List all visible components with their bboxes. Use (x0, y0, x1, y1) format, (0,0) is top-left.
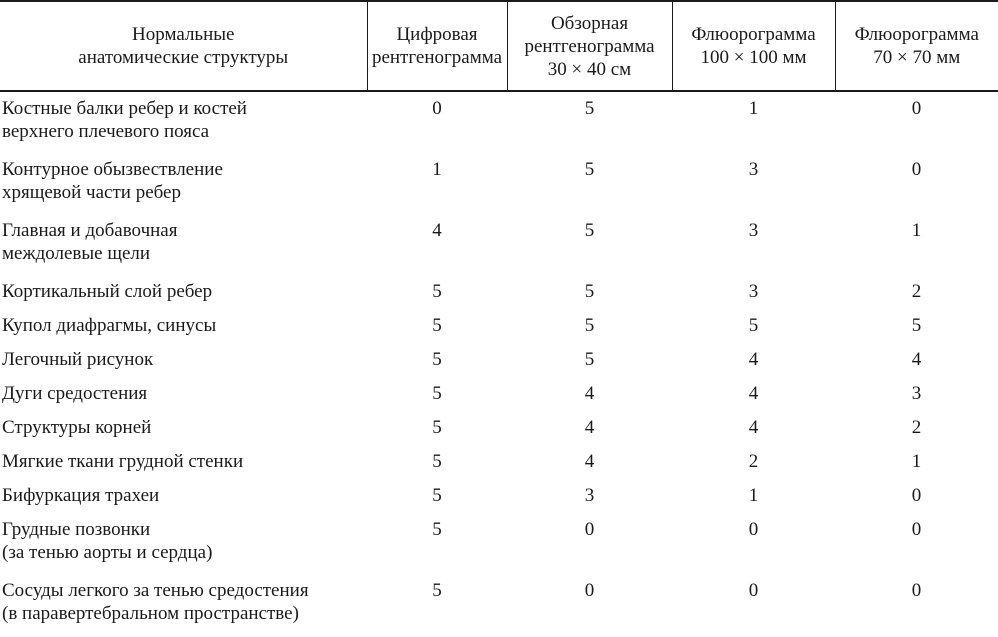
table-row (0, 515, 998, 576)
structure-name: Легочный рисунок (2, 349, 154, 370)
fluoro-70-value: 3 (911, 383, 922, 404)
structure-name: Структуры корней (2, 417, 152, 438)
survey-value: 3 (584, 485, 595, 506)
table-row (0, 481, 998, 515)
structure-name: Дуги средостения (2, 383, 148, 404)
structure-name: Кортикальный слой ребер (2, 281, 213, 302)
digital-value: 5 (432, 417, 442, 438)
structure-name: Грудные позвонки (за тенью аорты и сердца) (2, 519, 213, 563)
fluoro-100-value: 3 (748, 220, 759, 241)
structure-name: Главная и добавочная междолевые щели (2, 220, 178, 264)
table-header (0, 1, 998, 91)
digital-value: 1 (432, 159, 442, 180)
digital-value: 5 (432, 383, 442, 404)
survey-value: 5 (584, 281, 595, 302)
fluoro-100-value: 3 (748, 159, 759, 180)
fluoro-70-value: 1 (911, 451, 922, 472)
digital-value: 5 (432, 281, 442, 302)
table-row (0, 311, 998, 345)
table-row (0, 379, 998, 413)
fluoro-100-value: 2 (748, 451, 759, 472)
survey-value: 5 (584, 315, 595, 336)
fluoro-100-value: 1 (748, 98, 759, 119)
header-structures: Нормальные анатомические структуры (0, 1, 367, 91)
fluoro-70-value: 2 (911, 417, 922, 438)
fluoro-100-value: 0 (748, 519, 759, 540)
fluoro-100-value: 3 (748, 281, 759, 302)
fluoro-100-value: 4 (748, 417, 759, 438)
table-row (0, 576, 998, 637)
header-survey-radiograph: Обзорная рентгенограмма 30 × 40 см (507, 1, 672, 91)
structure-name: Купол диафрагмы, синусы (2, 315, 217, 336)
digital-value: 5 (432, 485, 442, 506)
fluoro-100-value: 5 (748, 315, 759, 336)
fluoro-100-value: 4 (748, 383, 759, 404)
fluoro-100-value: 0 (748, 580, 759, 601)
fluoro-70-value: 2 (911, 281, 922, 302)
fluoro-70-value: 0 (911, 519, 922, 540)
fluoro-100-value: 4 (748, 349, 759, 370)
digital-value: 5 (432, 451, 442, 472)
digital-value: 4 (432, 220, 442, 241)
table-row (0, 155, 998, 216)
structure-name: Сосуды легкого за тенью средостения (в паравертебральном пространстве) (2, 580, 309, 624)
table-row (0, 91, 998, 155)
digital-value: 5 (432, 580, 442, 601)
structure-name: Костные балки ребер и костей верхнего плечевого пояса (2, 98, 247, 142)
survey-value: 5 (584, 349, 595, 370)
survey-value: 4 (584, 383, 595, 404)
fluoro-70-value: 0 (911, 485, 922, 506)
table-body (0, 91, 998, 637)
table-row (0, 345, 998, 379)
table-row (0, 413, 998, 447)
survey-value: 5 (584, 220, 595, 241)
survey-value: 4 (584, 417, 595, 438)
digital-value: 0 (432, 98, 442, 119)
fluoro-70-value: 0 (911, 159, 922, 180)
table-row (0, 447, 998, 481)
digital-value: 5 (432, 315, 442, 336)
fluoro-70-value: 4 (911, 349, 922, 370)
header-fluorogram-100: Флюорограмма 100 × 100 мм (672, 1, 835, 91)
header-row (0, 1, 998, 91)
survey-value: 5 (584, 98, 595, 119)
header-digital-radiograph: Цифровая рентгенограмма (367, 1, 507, 91)
header-fluorogram-70: Флюорограмма 70 × 70 мм (835, 1, 998, 91)
survey-value: 4 (584, 451, 595, 472)
survey-value: 0 (584, 519, 595, 540)
structure-name: Бифуркация трахеи (2, 485, 160, 506)
fluoro-70-value: 1 (911, 220, 922, 241)
survey-value: 5 (584, 159, 595, 180)
fluoro-100-value: 1 (748, 485, 759, 506)
digital-value: 5 (432, 349, 442, 370)
table-row (0, 216, 998, 277)
fluoro-70-value: 5 (911, 315, 922, 336)
structure-name: Мягкие ткани грудной стенки (2, 451, 244, 472)
structure-name: Контурное обызвествление хрящевой части ребер (2, 159, 223, 203)
fluoro-70-value: 0 (911, 580, 922, 601)
survey-value: 0 (584, 580, 595, 601)
fluoro-70-value: 0 (911, 98, 922, 119)
digital-value: 5 (432, 519, 442, 540)
table-row (0, 277, 998, 311)
